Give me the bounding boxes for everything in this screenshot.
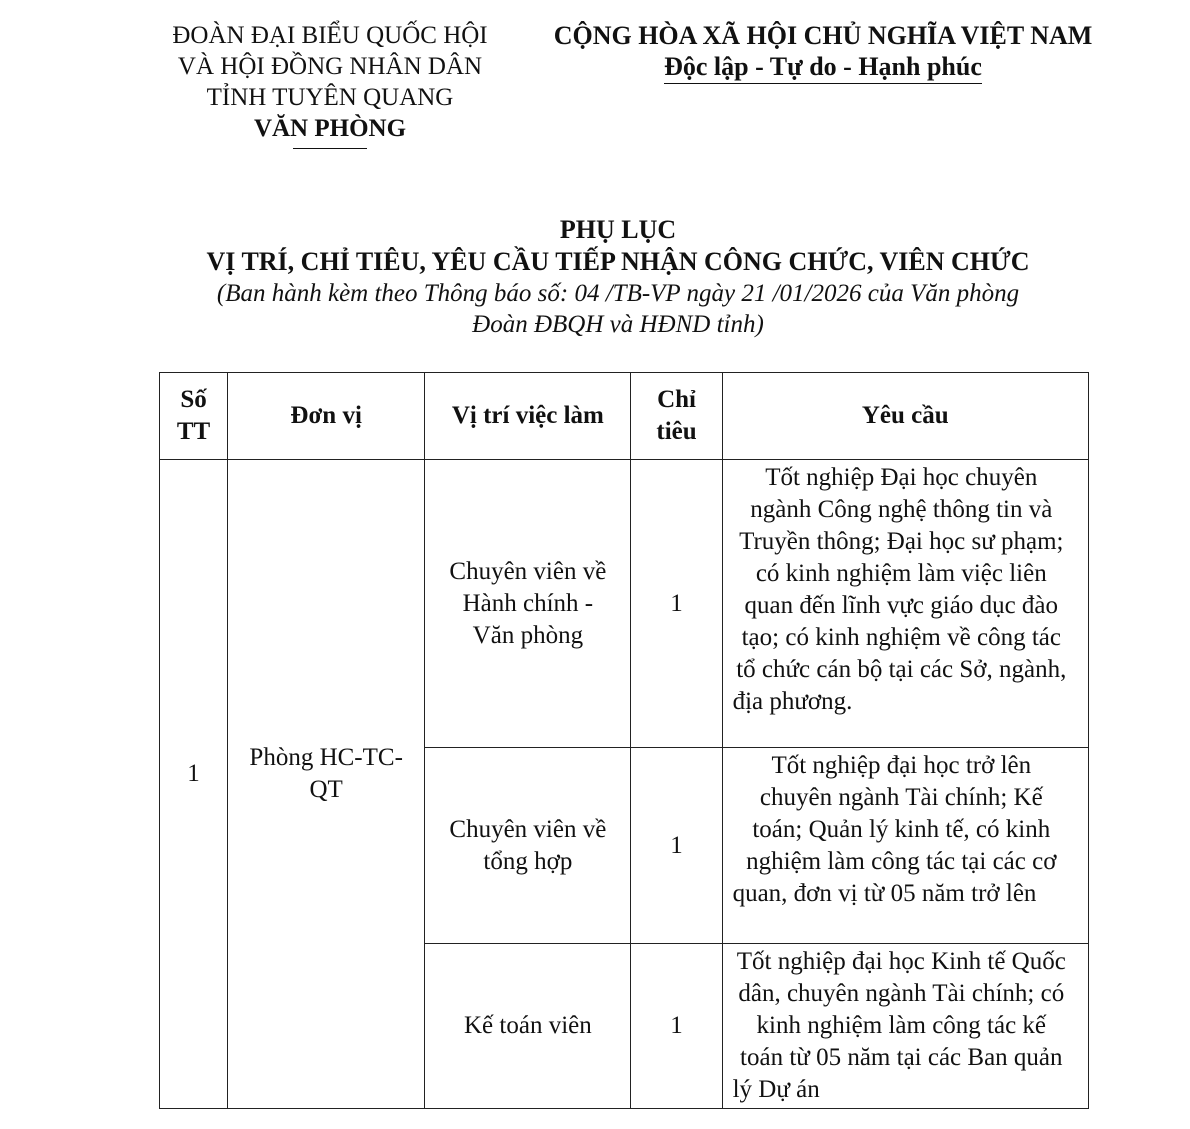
national-heading: [530, 20, 1116, 84]
header-requirement: Yêu cầu: [722, 373, 1088, 460]
national-motto: Độc lập - Tự do - Hạnh phúc: [664, 51, 982, 84]
cell-position: Chuyên viên về tổng hợp: [425, 748, 631, 944]
office-underline: [293, 148, 367, 149]
office-name: VĂN PHÒNG: [253, 115, 407, 142]
table-row: [160, 460, 1089, 748]
header-position: Vị trí việc làm: [425, 373, 631, 460]
table-header-row: [160, 373, 1089, 460]
appendix-title: PHỤ LỤC: [559, 215, 677, 244]
cell-stt: 1: [160, 460, 228, 1109]
document-title: [0, 214, 1190, 340]
cell-requirement: Tốt nghiệp đại học Kinh tế Quốc dân, chuyên ngành Tài chính; có kinh nghiệm làm công tác kế toán từ 05 năm tại các Ban quản lý Dự án: [722, 944, 1088, 1109]
agency-line-3: TỈNH TUYÊN QUANG: [206, 84, 454, 111]
cell-quota: 1: [631, 748, 722, 944]
country-name: CỘNG HÒA XÃ HỘI CHỦ NGHĨA VIỆT NAM: [553, 21, 1093, 50]
cell-position: Chuyên viên về Hành chính - Văn phòng: [425, 460, 631, 748]
recruitment-table: [159, 372, 1089, 1109]
cell-requirement: Tốt nghiệp Đại học chuyên ngành Công nghệ thông tin và Truyền thông; Đại học sư phạm; có kinh nghiệm làm việc liên quan đến lĩnh vực giáo dục đào tạo; có kinh nghiệm về công tác tổ chức cán bộ tại các Sở, ngành, địa phương.: [722, 460, 1088, 748]
agency-line-2: VÀ HỘI ĐỒNG NHÂN DÂN: [177, 53, 483, 80]
appendix-subtitle: VỊ TRÍ, CHỈ TIÊU, YÊU CẦU TIẾP NHẬN CÔNG CHỨC, VIÊN CHỨC: [206, 247, 1030, 276]
header-quota: Chỉ tiêu: [631, 373, 722, 460]
cell-requirement: Tốt nghiệp đại học trở lên chuyên ngành Tài chính; Kế toán; Quản lý kinh tế, có kinh nghiệm làm công tác tại các cơ quan, đơn vị từ 05 năm trở lên: [722, 748, 1088, 944]
agency-line-1: ĐOÀN ĐẠI BIỂU QUỐC HỘI: [172, 22, 488, 49]
cell-position: Kế toán viên: [425, 944, 631, 1109]
header-stt: Số TT: [160, 373, 228, 460]
cell-quota: 1: [631, 460, 722, 748]
issuing-agency: [140, 20, 520, 149]
appendix-note-line-1: (Ban hành kèm theo Thông báo số: 04 /TB-VP ngày 21 /01/2026 của Văn phòng: [216, 280, 1020, 307]
appendix-note-line-2: Đoàn ĐBQH và HĐND tỉnh): [472, 311, 764, 338]
header-unit: Đơn vị: [228, 373, 425, 460]
cell-quota: 1: [631, 944, 722, 1109]
cell-unit: Phòng HC-TC-QT: [228, 460, 425, 1109]
